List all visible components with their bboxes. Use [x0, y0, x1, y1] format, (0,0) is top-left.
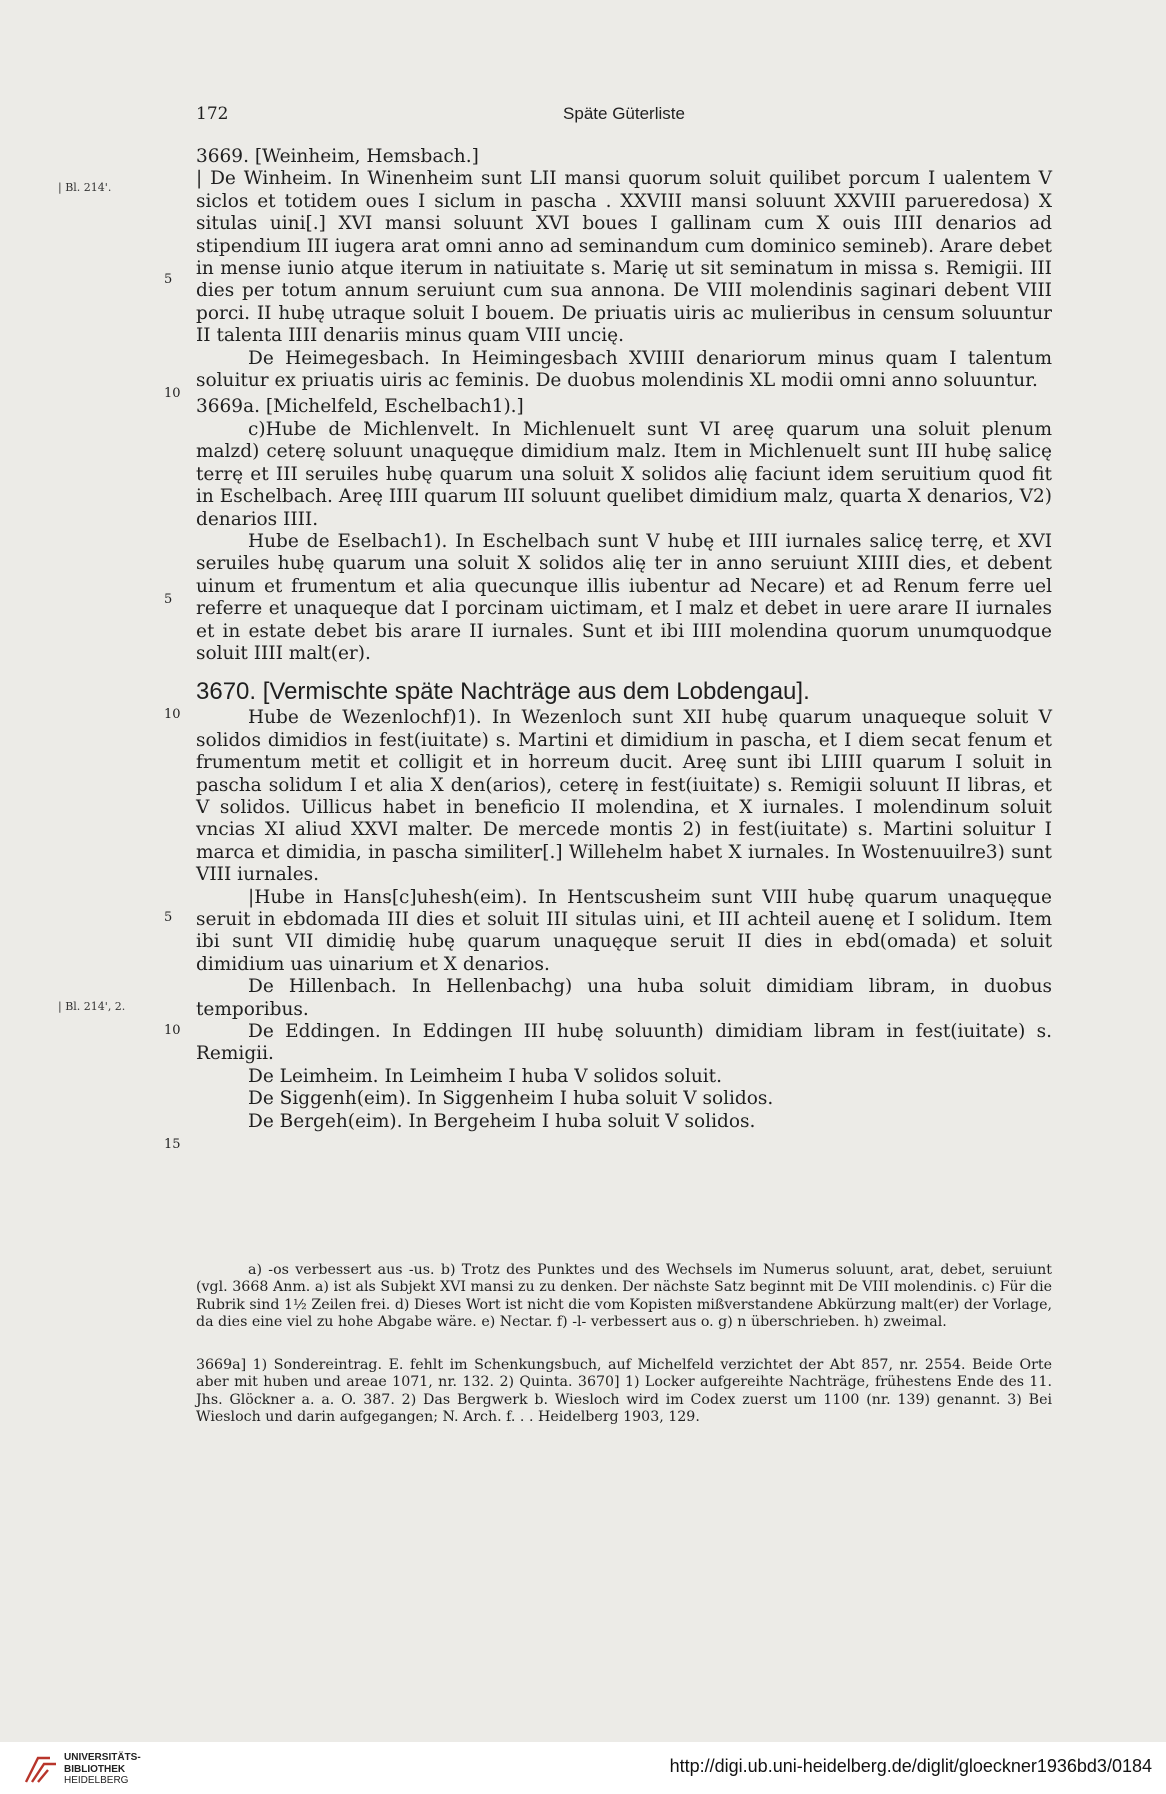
margin-note-folio: | Bl. 214'. [58, 181, 112, 194]
paragraph-bergeheim: De Bergeh(eim). In Bergeheim I huba soluit V solidos. [248, 1110, 756, 1132]
paragraph-eselbach: Hube de Eselbach1). In Eschelbach sunt V hubę et IIII iurnales salicę terrę, et XVI seruiles hubę quarum una soluit X solidos alię ter in anno seruiunt XIIII dies, et debent uinum et frumentum et alia quecunque illis iubentur ad Necare) et ad Renum ferre uel referre et unaqueque dat I porcinam uictimam, et I malz et debet in uere arare II iurnales et in estate debet bis arare II iurnales. Sunt et ibi IIII molendina quorum unumquodque soluit IIII malt(er). [196, 530, 1052, 664]
section-heading-3669a: 3669a. [Michelfeld, Eschelbach1).] [196, 396, 524, 418]
paragraph-hanscuhesheim: |Hube in Hans[c]uhesh(eim). In Hentscusheim sunt VIII hubę quarum unaquęque seruit in ebdomada III dies et soluit III situlas uini, et III achteil auenę et I solidum. Item ibi sunt VII dimidię hubę quarum unaquęque seruit II dies in ebd(omada) et soluit dimidium uas uinarium et X denarios. [196, 886, 1052, 975]
paragraph-siggenheim: De Siggenh(eim). In Siggenheim I huba soluit V solidos. [248, 1088, 774, 1110]
paragraph-wezenloch: Hube de Wezenlochf)1). In Wezenloch sunt XII hubę quarum unaqueque soluit V solidos dimidios in fest(iuitate) s. Martini et dimidium in pascha, et I diem secat fenum et frumentum metit et colligit et in horreum ducit. Areę sunt ibi LIIII quarum I soluit in pascha solidum I et alia X den(arios), ceterę in fest(iuitate) s. Remigii soluunt II libras, et V solidos. Uillicus habet in beneficio II molendina, et X iurnales. I molendinum soluit vncias XI aliud XXVI malter. De mercede montis 2) in fest(iuitate) s. Martini soluitur I marca et dimidia, in pascha similiter[.] Willehelm habet X iurnales. In Wostenuuilre3) sunt VIII iurnales. [196, 707, 1052, 886]
paragraph-hillenbach: De Hillenbach. In Hellenbachg) una huba soluit dimidiam libram, in duobus temporibus. [196, 976, 1052, 1020]
footnote-block-letters: a) -os verbessert aus -us. b) Trotz des Punktes und des Wechsels im Numerus soluunt, arat, debet, seruiunt (vgl. 3668 Anm. a) ist als Subjekt XVI mansi zu zu denken. Der nächste Satz beginnt mit De VIII molendinis. c) Für die Rubrik sind 1½ Zeilen frei. d) Dieses Wort ist nicht die vom Kopisten mißverstandene Abkürzung malt(er) der Vorlage, da dies eine viel zu hohe Abgabe wäre. e) Nectar. f) -l- verbessert aus o. g) n überschrieben. h) zweimal. [196, 1262, 1052, 1331]
footer-bar [0, 1742, 1166, 1794]
library-name-line-2: BIBLIOTHEK [64, 1763, 126, 1775]
permalink-url[interactable]: http://digi.ub.uni-heidelberg.de/diglit/gloeckner1936bd3/0184 [669, 1756, 1152, 1776]
library-logo-icon [20, 1752, 60, 1786]
line-number: 10 [164, 707, 181, 722]
library-name [64, 1752, 141, 1787]
paragraph-eddingen: De Eddingen. In Eddingen III hubę soluunth) dimidiam libram in fest(iuitate) s. Remigii. [196, 1021, 1052, 1065]
line-number: 10 [164, 1023, 181, 1038]
paragraph-leimheim: De Leimheim. In Leimheim I huba V solidos soluit. [248, 1065, 722, 1087]
line-number: 10 [164, 386, 181, 401]
section-heading-3670: 3670. [Vermischte späte Nachträge aus dem Lobdengau]. [196, 678, 810, 706]
line-number: 15 [164, 1137, 181, 1152]
line-number: 5 [164, 910, 173, 925]
running-head: Späte Güterliste [563, 104, 685, 123]
line-number: 5 [164, 592, 173, 607]
paragraph-heimegesbach: De Heimegesbach. In Heimingesbach XVIIII denariorum minus quam I talentum soluitur ex priuatis uiris ac feminis. De duobus molendinis XL modii omni anno soluuntur. [196, 347, 1052, 392]
main-text [196, 146, 1052, 1133]
paragraph-michlenvelt: c)Hube de Michlenvelt. In Michlenuelt sunt VI areę quarum una soluit plenum malzd) ceterę soluunt unaquęque dimidium malz. Item in Michlenuelt sunt III hubę salicę terrę et III seruiles hubę quarum una soluit X solidos alię faciunt idem seruitium quod fit in Eschelbach. Areę IIII quarum III soluunt quelibet dimidium malz, quarta X denarios, V2) denarios IIII. [196, 418, 1052, 530]
section-heading-3669: 3669. [Weinheim, Hemsbach.] [196, 146, 479, 167]
line-number: 5 [164, 272, 173, 287]
page-number: 172 [196, 104, 229, 124]
paragraph-winheim: | De Winheim. In Winenheim sunt LII mansi quorum soluit quilibet porcum I ualentem V siclos et totidem oues I siclum in pascha . XXVIII mansi soluunt XXVIII parueredosa) X situlas uini[.] XVI mansi soluunt XVI boues I gallinam cum X ouis IIII denarios ad stipendium III iugera arat omni anno ad seminandum cum dominico semineb). Arare debet in mense iunio atque iterum in natiuitate s. Marię ut sit seminatum in missa s. Remigii. III dies per totum annum seruiunt cum sua annona. De VIII molendinis saginari debent VIII porci. II hubę utraque soluit I bouem. De priuatis uiris ac mulieribus in censum soluuntur II talenta IIII denariis minus quam VIII uncię. [196, 168, 1052, 347]
library-name-line-1: UNIVERSITÄTS- [64, 1752, 141, 1763]
page-header [196, 104, 1052, 128]
footnotes-numbers [196, 1357, 1052, 1427]
footnotes-letters [196, 1262, 1052, 1332]
margin-note-folio-2: | Bl. 214', 2. [58, 1000, 126, 1013]
library-name-line-3: HEIDELBERG [64, 1775, 129, 1786]
footnote-block-numbers: 3669a] 1) Sondereintrag. E. fehlt im Schenkungsbuch, auf Michelfeld verzichtet der Abt 857, nr. 2554. Beide Orte aber mit huben und areae 1071, nr. 132. 2) Quinta. 3670] 1) Locker aufgereihte Nachträge, frühestens Ende des 11. Jhs. Glöckner a. a. O. 387. 2) Das Bergwerk b. Wiesloch wird im Codex zuerst um 1100 (nr. 139) genannt. 3) Bei Wiesloch und darin aufgegangen; N. Arch. f. . . Heidelberg 1903, 129. [196, 1357, 1052, 1426]
